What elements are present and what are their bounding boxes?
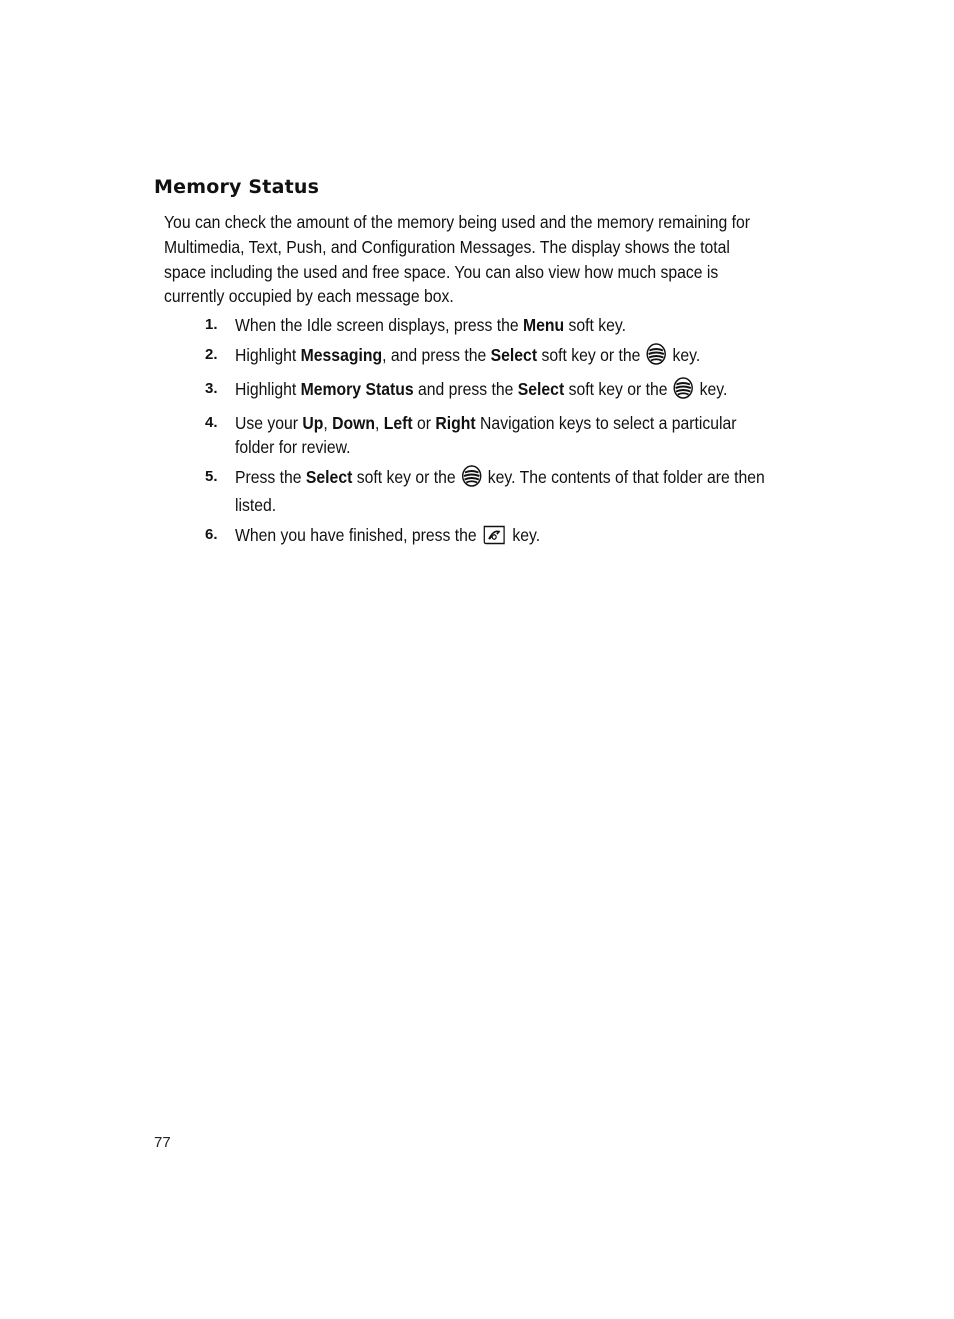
select-key-icon: [647, 343, 667, 371]
select-label: Select: [305, 467, 353, 487]
step-text: When you have finished, press the key.: [235, 523, 766, 551]
step-text: Use your Up, Down, Left or Right Navigation keys to select a particular folder for review.: [235, 413, 737, 457]
step-number: 1.: [205, 316, 218, 333]
step-5: [205, 465, 825, 517]
step-number: 6.: [205, 526, 218, 543]
page-number: 77: [154, 1134, 171, 1151]
step-number: 2.: [205, 346, 218, 363]
step-2: [205, 343, 825, 371]
select-label: Select: [517, 379, 565, 399]
step-number: 3.: [205, 380, 218, 397]
section-title: Memory Status: [154, 176, 320, 198]
step-6: [205, 523, 825, 551]
up-label: Up: [302, 413, 324, 433]
intro-paragraph: You can check the amount of the memory being used and the memory remaining for Multimedia, Text, Push, and Configuration Messages. The display shows the total space including the used and free space. You can also view how much space is currently occupied by each message box.: [164, 212, 750, 307]
right-label: Right: [435, 413, 476, 433]
step-4: [205, 411, 825, 459]
step-text: Press the Select soft key or the key. The contents of that folder are then listed.: [235, 467, 765, 515]
step-text: Highlight Messaging, and press the Select soft key or the key.: [235, 343, 766, 371]
step-number: 4.: [205, 414, 218, 431]
step-1: [205, 313, 825, 337]
left-label: Left: [383, 413, 413, 433]
memory-status-label: Memory Status: [300, 379, 414, 399]
select-key-icon: [674, 377, 694, 405]
step-3: [205, 377, 825, 405]
down-label: Down: [332, 413, 376, 433]
end-key-icon: [483, 525, 506, 551]
messaging-label: Messaging: [300, 345, 383, 365]
select-label: Select: [490, 345, 538, 365]
steps-list: [205, 313, 825, 557]
step-number: 5.: [205, 468, 218, 485]
step-text: When the Idle screen displays, press the Menu soft key.: [235, 315, 627, 335]
step-text: Highlight Memory Status and press the Select soft key or the key.: [235, 377, 766, 405]
menu-label: Menu: [523, 315, 565, 335]
select-key-icon: [462, 465, 482, 493]
